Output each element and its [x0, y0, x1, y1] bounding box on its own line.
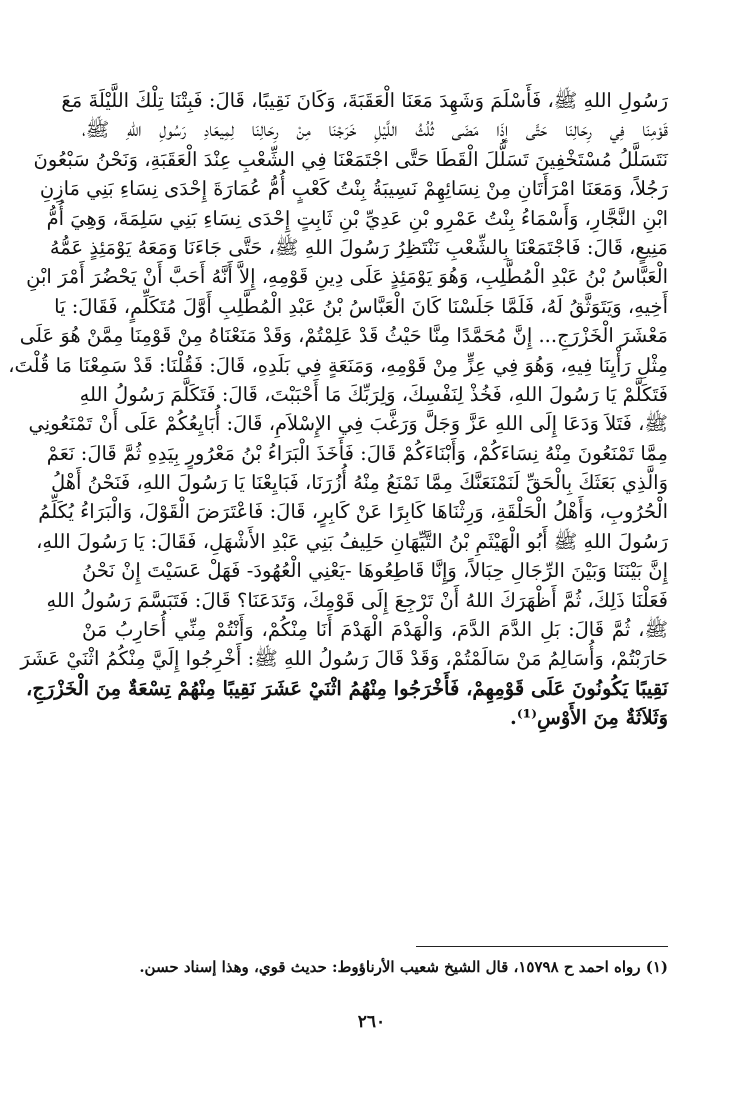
text-line: رَسُولَ اللهِ ﷺ أَبُو الْهَيْثَمِ بْنُ التَّيِّهَانِ حَلِيفُ بَنِي عَبْدِ الأَشْهَلِ، فَقَالَ: يَا رَسُولَ اللهِ،	[36, 529, 668, 553]
text-line: مِثْلِ رَأْيِنَا فِيهِ، وَهُوَ فِي عِزٍّ مِنْ قَوْمِهِ، وَمَنَعَةٍ فِي بَلَدِهِ، قَالَ: فَقُلْنَا: قَدْ سَمِعْنَا مَا قُلْتَ،	[8, 353, 668, 377]
text-line: حَارَبْتُمْ، وَأُسَالِمُ مَنْ سَالَمْتُمْ، وَقَدْ قَالَ رَسُولُ اللهِ ﷺ: أَخْرِجُوا إِلَيَّ مِنْكُمُ اثْنَيْ عَشَرَ	[20, 647, 668, 671]
footnote: (١) رواه احمد ح ١٥٧٩٨، قال الشيخ شعيب الأرناؤوط: حديث قوي، وهذا إسناد حسن.	[139, 958, 668, 976]
text-line: فَعَلْنَا ذَلِكَ، ثُمَّ أَظْهَرَكَ اللهُ أَنْ تَرْجِعَ إِلَى قَوْمِكَ، وَتَدَعَنَا؟ قَالَ: فَتَبَسَّمَ رَسُولُ اللهِ	[46, 588, 668, 612]
text-line: ﷺ، فَتَلاَ وَدَعَا إِلَى اللهِ عَزَّ وَجَلَّ وَرَغَّبَ فِي الإِسْلاَمِ، قَالَ: أُبَايِعُكُمْ عَلَى أَنْ تَمْنَعُونِي	[28, 412, 668, 436]
text-line: قَوْمِنَا فِي رِحَالِنَا حَتَّى إِذَا مَضَى ثُلُثُ اللَّيْلِ خَرَجْنَا مِنْ رِحَالِنَا لِمِيعَادِ رَسُولِ اللهِ ﷺ،	[82, 118, 668, 142]
text-line: وَالَّذِي بَعَثَكَ بِالْحَقِّ لَنَمْنَعَنَّكَ مِمَّا نَمْنَعُ مِنْهُ أُزُرَنَا، فَبَايِعْنَا يَا رَسُولَ اللهِ، فَنَحْنُ أَهْلُ	[50, 471, 668, 495]
text-line: مِمَّا تَمْنَعُونَ مِنْهُ نِسَاءَكُمْ، وَأَبْنَاءَكُمْ قَالَ: فَأَخَذَ الْبَرَاءُ بْنُ مَعْرُورٍ بِيَدِهِ ثُمَّ قَالَ: نَعَمْ	[46, 441, 668, 465]
text-line: ﷺ، ثُمَّ قَالَ: بَلِ الدَّمَ الدَّمَ، وَالْهَدْمَ الْهَدْمَ أَنَا مِنْكُمْ، وَأَنْتُمْ مِنِّي أُحَارِبُ مَنْ	[82, 618, 668, 642]
main-text-block	[8, 86, 668, 733]
page-number: ٢٦٠	[357, 1012, 386, 1032]
footnote-divider	[416, 946, 668, 947]
text-line: نَتَسَلَّلُ مُسْتَخْفِينَ تَسَلُّلَ الْقَطَا حَتَّى اجْتَمَعْنَا فِي الشِّعْبِ عِنْدَ الْعَقَبَةِ، وَنَحْنُ سَبْعُونَ	[33, 147, 668, 171]
text-line: الْعَبَّاسُ بْنُ عَبْدِ الْمُطَّلِبِ، وَهُوَ يَوْمَئِذٍ عَلَى دِينِ قَوْمِهِ، إِلاَّ أَنَّهُ أَحَبَّ أَنْ يَحْضُرَ أَمْرَ ابْنِ	[26, 265, 668, 289]
text-line: فَتَكَلَّمْ يَا رَسُولَ اللهِ، فَخُذْ لِنَفْسِكَ، وَلِرَبِّكَ مَا أَحْبَبْتَ، قَالَ: فَتَكَلَّمَ رَسُولُ اللهِ	[79, 382, 668, 406]
text-line: إِنَّ بَيْنَنَا وَبَيْنَ الرِّجَالِ حِبَالاً، وَإِنَّا قَاطِعُوهَا -يَعْنِي الْعُهُودَ- فَهَلْ عَسَيْتَ إِنْ نَحْنُ	[82, 559, 668, 583]
text-line: رَسُولِ اللهِ ﷺ، فَأَسْلَمَ وَشَهِدَ مَعَنَا الْعَقَبَةَ، وَكَانَ نَقِيبًا، قَالَ: فَبِتْنَا تِلْكَ اللَّيْلَةَ مَعَ	[61, 89, 668, 112]
text-line: أَخِيهِ، وَيَتَوَثَّقُ لَهُ، فَلَمَّا جَلَسْنَا كَانَ الْعَبَّاسُ بْنُ عَبْدِ الْمُطَّلِبِ أَوَّلَ مُتَكَلِّمٍ، فَقَالَ: يَا	[54, 294, 668, 318]
text-line: ابْنِ النَّجَّارِ، وَأَسْمَاءُ بِنْتُ عَمْرِو بْنِ عَدِيِّ بْنِ ثَابِتٍ إِحْدَى نِسَاءِ بَنِي سَلِمَةَ، وَهِيَ أُمُّ	[46, 206, 668, 230]
text-line: الْحُرُوبِ، وَأَهْلُ الْحَلْقَةِ، وَرِثْنَاهَا كَابِرًا عَنْ كَابِرٍ، قَالَ: فَاعْتَرَضَ الْقَوْلَ، وَالْبَرَاءُ يُكَلِّمُ	[38, 500, 668, 524]
text-line: مَعْشَرَ الْخَزْرَجِ... إِنَّ مُحَمَّدًا مِنَّا حَيْثُ قَدْ عَلِمْتُمْ، وَقَدْ مَنَعْنَاهُ مِنْ قَوْمِنَا مِمَّنْ هُوَ عَلَى	[19, 324, 668, 348]
text-line: مَنِيعٍ، قَالَ: فَاجْتَمَعْنَا بِالشِّعْبِ نَنْتَظِرُ رَسُولَ اللهِ ﷺ، حَتَّى جَاءَنَا وَمَعَهُ يَوْمَئِذٍ عَمُّهُ	[49, 235, 668, 259]
text-line-emphasis: وَثَلاَثَةٌ مِنَ الأَوْسِ⁽¹⁾.	[510, 706, 668, 730]
text-line: رَجُلاً، وَمَعَنَا امْرَأَتَانِ مِنْ نِسَائِهِمْ نَسِيبَةُ بِنْتُ كَعْبٍ أُمُّ عُمَارَةَ إِحْدَى نِسَاءِ بَنِي مَازِنِ	[39, 177, 668, 201]
text-line-emphasis: نَقِيبًا يَكُونُونَ عَلَى قَوْمِهِمْ، فَأَخْرَجُوا مِنْهُمُ اثْنَيْ عَشَرَ نَقِيبًا مِنْهُمْ تِسْعَةٌ مِنَ الْخَزْرَجِ،	[26, 676, 668, 700]
